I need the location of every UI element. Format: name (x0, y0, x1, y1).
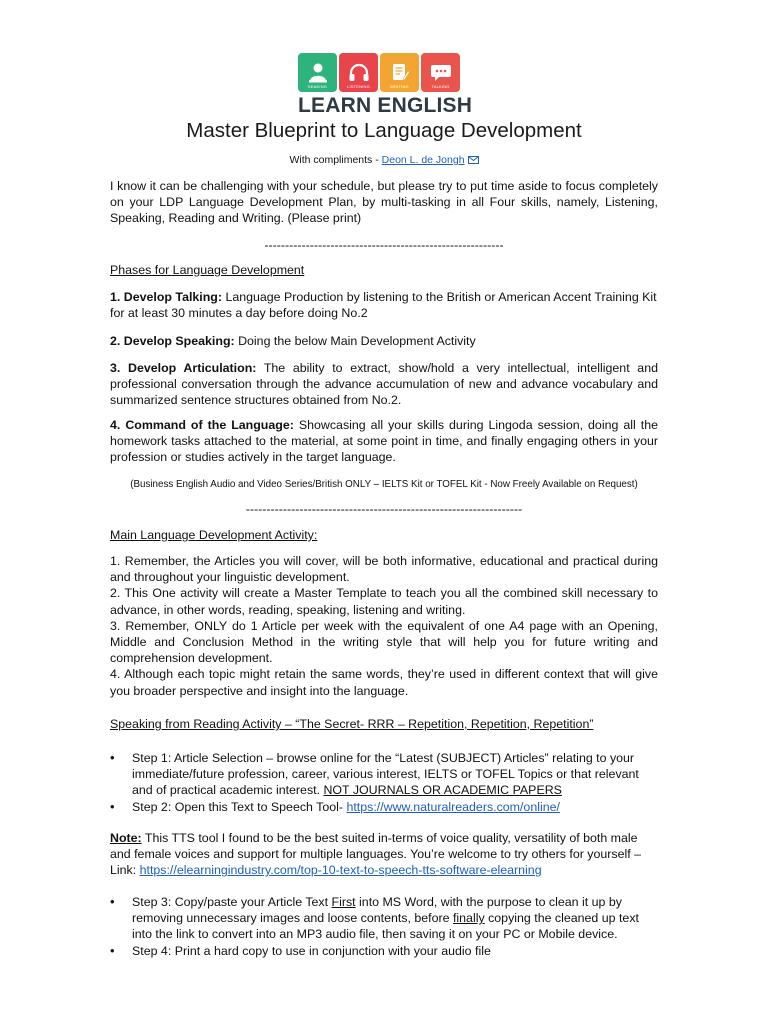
logo-tile-listening (339, 53, 378, 92)
naturalreaders-link[interactable]: https://www.naturalreaders.com/online/ (346, 799, 560, 814)
pencil-icon (390, 62, 410, 84)
steps-list-a (110, 750, 658, 815)
page-title: Master Blueprint to Language Development (186, 119, 582, 142)
logo-tile-writing (380, 53, 419, 92)
author-link[interactable]: Deon L. de Jongh (381, 154, 465, 166)
headphones-icon (348, 63, 370, 83)
step-emphasis: NOT JOURNALS OR ACADEMIC PAPERS (323, 783, 562, 798)
main-activity-heading: Main Language Development Activity: (110, 528, 318, 542)
list-item: 1. Remember, the Articles you will cover, will be both informative, educational and practical during and throughout your linguistic development. (110, 554, 658, 585)
step-item (110, 750, 658, 799)
phase-text: The ability to extract, show/hold a very intellectual, intelligent and professional conversation through the advance accumulation of new and advance vocabulary and summarized sentence structures obtained from No.2. (110, 361, 658, 408)
phase-text: Doing the below Main Development Activity (234, 334, 476, 348)
step-text: Step 1: Article Selection – browse online for the “Latest (SUBJECT) Articles” relating to your immediate/future profession, career, various interest, IELTS or TOFEL Topics or that relevant and of practical academic interest. (132, 751, 639, 798)
step-text: copying the cleaned up text into the link to convert into an MP3 audio file, then saving it on your PC or Mobile device. (132, 911, 639, 942)
list-item: 2. This One activity will create a Master Template to teach you all the combined skill necessary to advance, in other words, reading, speaking, listening and writing. (110, 586, 658, 617)
learn-english-logo (298, 53, 473, 118)
phase-text: Showcasing all your skills during Lingoda session, doing all the homework tasks attached to the material, at some point in time, and finally engaging others in your profession or studies actively in the target language. (110, 418, 658, 465)
person-icon (308, 62, 328, 84)
logo-tile-caption: SEAKING (307, 84, 328, 89)
phase-label: 1. Develop Talking: (110, 290, 222, 304)
step-text: Step 3: Copy/paste your Article Text (132, 895, 332, 909)
logo-tile-speaking (298, 53, 337, 92)
speaking-heading: Speaking from Reading Activity – “The Secret- RRR – Repetition, Repetition, Repetition” (110, 717, 594, 731)
step-text: Step 2: Open this Text to Speech Tool- (132, 799, 347, 814)
mail-icon[interactable] (468, 156, 479, 164)
phase-label: 3. Develop Articulation: (110, 361, 257, 375)
phase-item (110, 289, 658, 321)
note-label: Note: (110, 831, 142, 845)
step-item (110, 799, 658, 815)
intro-paragraph: I know it can be challenging with your schedule, but please try to put time aside to focus completely on your LDP Language Development Plan, by multi-tasking in all Four skills, namely, Listening, Speaking, Reading and Writing. (Please print) (110, 179, 658, 226)
phase-item (110, 417, 658, 466)
step-emphasis: First (331, 895, 356, 909)
logo-tiles (298, 53, 462, 92)
note-text: This TTS tool I found to be the best suited in-terms of voice quality, versatility of both male and female voices and support for multiple languages. You’re welcome to try others for yourself – Link: (110, 831, 642, 878)
note-paragraph (110, 830, 658, 879)
list-item: 4. Although each topic might retain the same words, they’re used in different context that will give you broader perspective and insight into the language. (110, 667, 658, 698)
step-item (110, 894, 658, 943)
logo-tile-caption: LISTENING (347, 84, 370, 89)
list-item: 3. Remember, ONLY do 1 Article per week with the equivalent of one A4 page with an Opening, Middle and Conclusion Method in the writing style that will help you for future writing and comprehension development. (110, 618, 658, 666)
logo-tile-talking (421, 53, 460, 92)
phase-item (110, 360, 658, 409)
logo-tile-caption: TALKING (431, 84, 450, 89)
compliments-prefix: With compliments - (289, 154, 382, 166)
phase-label: 4. Command of the Language: (110, 418, 294, 432)
divider: ------------------------------------------------------------------- (245, 502, 523, 516)
phase-text: Language Production by listening to the British or American Accent Training Kit for at least 30 minutes a day before doing No.2 (110, 290, 657, 321)
speech-bubble-icon (430, 63, 452, 83)
main-activity-list (110, 553, 658, 699)
step-item (110, 943, 658, 959)
step-text: Step 4: Print a hard copy to use in conjunction with your audio file (132, 943, 491, 958)
phases-heading: Phases for Language Development (110, 263, 305, 277)
logo-text: LEARN ENGLISH (298, 94, 473, 117)
elearning-link[interactable]: https://elearningindustry.com/top-10-text-to-speech-tts-software-elearning (139, 863, 542, 878)
resources-note: (Business English Audio and Video Series/British ONLY – IELTS Kit or TOFEL Kit - Now Freely Available on Request) (130, 479, 638, 490)
steps-list-b (110, 894, 658, 959)
phase-item (110, 333, 658, 349)
phase-label: 2. Develop Speaking: (110, 334, 235, 348)
logo-tile-caption: WRITING (390, 84, 409, 89)
divider: ---------------------------------------------------------- (264, 238, 504, 252)
compliments-line (0, 154, 768, 166)
step-text: into MS Word, with the purpose to clean it up by removing unnecessary images and loose contents, before (132, 895, 622, 926)
step-emphasis: finally (452, 911, 485, 926)
